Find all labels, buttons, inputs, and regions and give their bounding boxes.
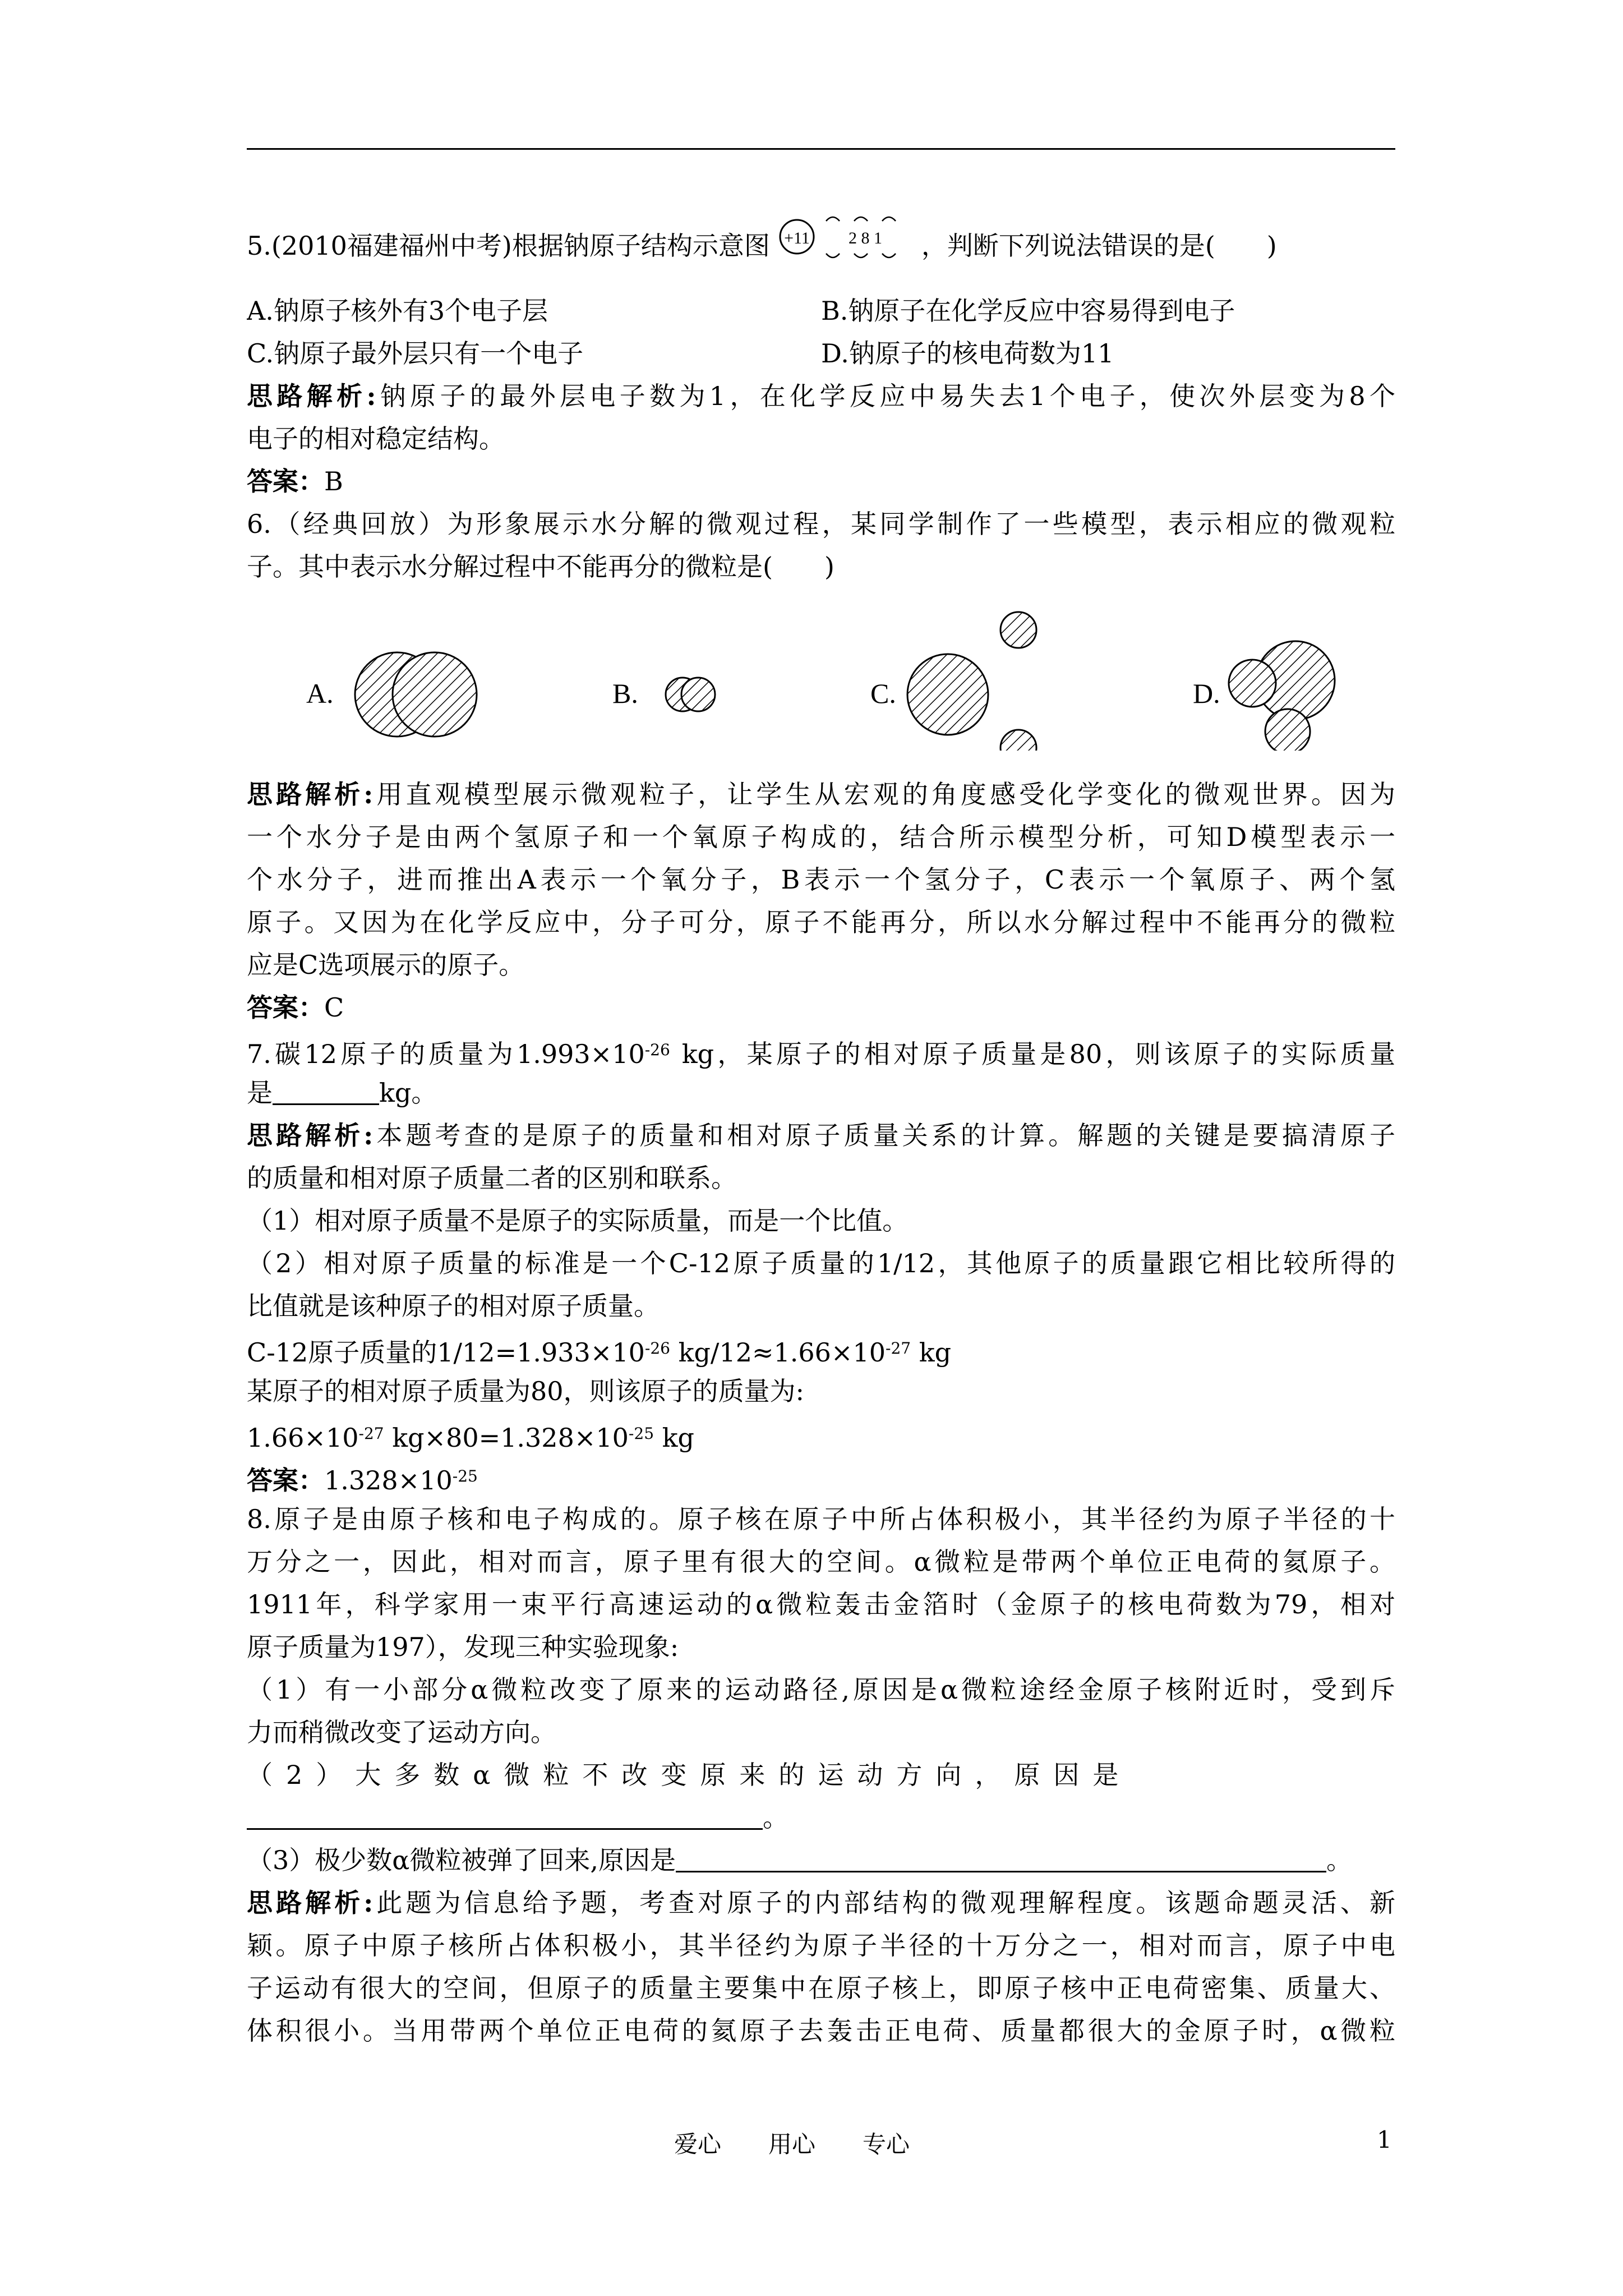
q8-analysis-line: 子运动有很大的空间，但原子的质量主要集中在原子核上，即原子核中正电荷密集、质量大、 xyxy=(247,1973,1395,2003)
q5-option-a: A.钠原子核外有3个电子层 xyxy=(247,296,548,326)
q6-analysis-line: 原子。又因为在化学反应中，分子可分，原子不能再分，所以水分解过程中不能再分的微粒 xyxy=(247,907,1395,937)
q5-options-row2 xyxy=(247,332,1395,375)
q5-analysis-line: 电子的相对稳定结构。 xyxy=(247,424,505,454)
q6-analysis-line: 个水分子，进而推出A表示一个氧分子，B表示一个氢分子，C表示一个氧原子、两个氢 xyxy=(247,864,1395,895)
q6-analysis-line: 一个水分子是由两个氢原子和一个氧原子构成的，结合所示模型分析，可知D模型表示一 xyxy=(247,822,1395,852)
content xyxy=(247,202,1395,2052)
q8-analysis-line: 体积很小。当用带两个单位正电荷的氦原子去轰击正电荷、质量都很大的金原子时，α微粒 xyxy=(247,2016,1395,2046)
q7-calc-line: 某原子的相对原子质量为80，则该原子的质量为: xyxy=(247,1376,805,1406)
q5-options-row1 xyxy=(247,289,1395,332)
model-d xyxy=(1193,641,1335,751)
footer-slogan: 爱心 用心 专心 xyxy=(674,2131,910,2158)
svg-text:B.: B. xyxy=(612,678,638,709)
header-rule xyxy=(247,148,1395,150)
q8-part2-blank: 。 xyxy=(247,1796,1395,1839)
q8-stem-line: 8.原子是由原子核和电子构成的。原子核在原子中所占体积极小，其半径约为原子半径的十 xyxy=(247,1504,1395,1534)
q8-stem-line: 万分之一，因此，相对而言，原子里有很大的空间。α微粒是带两个单位正电荷的氦原子。 xyxy=(247,1547,1395,1577)
model-a xyxy=(306,652,477,737)
q7-analysis-line: 比值就是该种原子的相对原子质量。 xyxy=(247,1291,660,1321)
nucleus-label: +11 xyxy=(783,229,810,247)
q6-analysis-line: 应是C选项展示的原子。 xyxy=(247,950,525,980)
model-c xyxy=(870,612,1036,751)
page-number: 1 xyxy=(1377,2126,1392,2154)
q6-analysis-line: 思路解析:用直观模型展示微观粒子，让学生从宏观的角度感受化学变化的微观世界。因为 xyxy=(247,779,1395,809)
answer-blank[interactable] xyxy=(273,1079,379,1105)
svg-text:D.: D. xyxy=(1193,678,1220,709)
q7-analysis-line: 思路解析:本题考查的是原子的质量和相对原子质量关系的计算。解题的关键是要搞清原子 xyxy=(247,1120,1395,1151)
q8-part2: （2）大多数α微粒不改变原来的运动方向，原因是 xyxy=(247,1760,1132,1790)
q8-stem-line: 原子质量为197），发现三种实验现象: xyxy=(247,1632,679,1662)
q7-calc-line: C-12原子质量的$1/12=1.933\times 10^{-26}$ $kg/12\approx 1.66\times 10^{-27}$ kg xyxy=(247,1337,952,1368)
q7-analysis-line: （1）相对原子质量不是原子的实际质量，而是一个比值。 xyxy=(247,1205,909,1236)
q5-analysis-line: 思路解析:钠原子的最外层电子数为1，在化学反应中易失去1个电子，使次外层变为8个 xyxy=(247,381,1395,411)
q6-stem-line: 子。其中表示水分解过程中不能再分的微粒是( ) xyxy=(247,551,834,582)
q8-analysis-line: 思路解析:此题为信息给予题，考查对原子的内部结构的微观理解程度。该题命题灵活、新 xyxy=(247,1888,1395,1918)
sodium-atom-diagram xyxy=(776,204,916,260)
svg-text:C.: C. xyxy=(870,678,896,709)
q7-analysis-line: 的质量和相对原子质量二者的区别和联系。 xyxy=(247,1163,737,1193)
answer-blank[interactable] xyxy=(247,1803,763,1830)
q8-stem-line: 力而稍微改变了运动方向。 xyxy=(247,1717,556,1747)
svg-text:A.: A. xyxy=(306,678,334,709)
q7-analysis-line: （2）相对原子质量的标准是一个C-12原子质量的1/12，其他原子的质量跟它相比较所得的 xyxy=(247,1248,1395,1278)
q5-stem: 5.(2010福建福州中考)根据钠原子结构示意图 +11 2 8 1 ，判断下列说法错误的是( ) xyxy=(247,202,1395,289)
q7-calc-line: $1.66\times 10^{-27}$ $kg\times 80=1.328\times 10^{-25}$ kg xyxy=(247,1423,694,1453)
model-b xyxy=(612,678,715,711)
q5-option-b: B.钠原子在化学反应中容易得到电子 xyxy=(821,296,1235,326)
q8-analysis-line: 颖。原子中原子核所占体积极小，其半径约为原子半径的十万分之一，相对而言，原子中电 xyxy=(247,1930,1395,1961)
shell-electrons: 2 8 1 xyxy=(848,229,882,247)
q8-stem-line: （1）有一小部分α微粒改变了原来的运动路径,原因是α微粒途经金原子核附近时，受到斥 xyxy=(247,1674,1395,1705)
q7-answer: 答案：$1.328\times 10^{-25}$ xyxy=(247,1465,478,1496)
q8-stem-line: 1911年，科学家用一束平行高速运动的α微粒轰击金箔时（金原子的核电荷数为79，相对 xyxy=(247,1589,1395,1619)
q5-answer: 答案：B xyxy=(247,466,343,496)
q7-stem: 7.碳12原子的质量为$1.993\times 10^{-26}$ kg，某原子的相对原子质量是80，则该原子的实际质量 xyxy=(247,1039,1395,1069)
q5-option-d: D.钠原子的核电荷数为11 xyxy=(821,338,1114,369)
q8-part3: （3）极少数α微粒被弹了回来,原因是 。 xyxy=(247,1845,1352,1875)
q6-answer: 答案：C xyxy=(247,992,344,1023)
q7-stem-cont: 是 kg。 xyxy=(247,1078,437,1108)
q6-molecule-models xyxy=(247,588,1395,751)
q6-stem-line: 6.（经典回放）为形象展示水分解的微观过程，某同学制作了一些模型，表示相应的微观粒 xyxy=(247,509,1395,539)
answer-blank[interactable] xyxy=(676,1846,1326,1872)
q5-option-c: C.钠原子最外层只有一个电子 xyxy=(247,338,584,369)
